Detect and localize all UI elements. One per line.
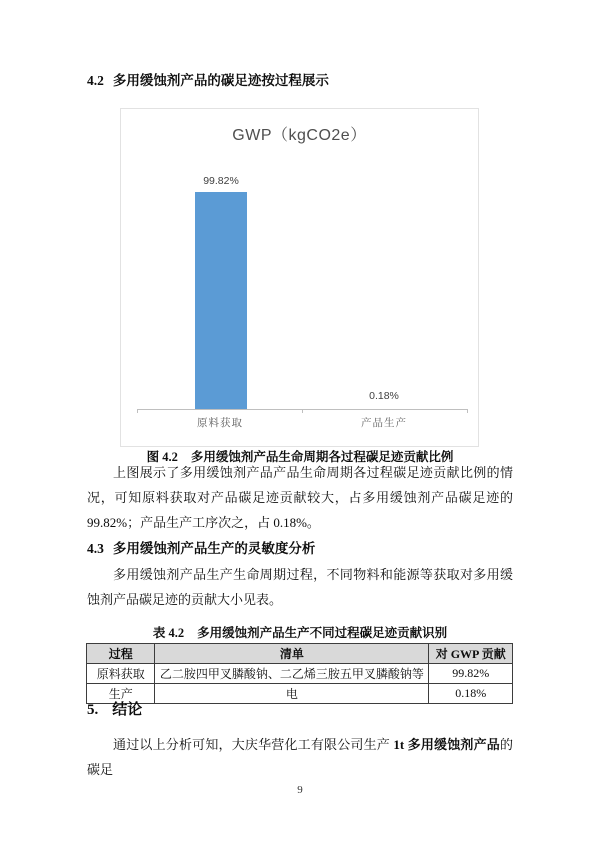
conclusion-text-bold: 1t 多用缓蚀剂产品 [393,737,500,752]
section-number: 5. [87,702,99,718]
chart-plot-area [137,192,467,409]
section-heading-4-3 [87,540,315,558]
chart-title: GWP（kgCO2e） [232,127,367,144]
header-contribution: 对 GWP 贡献 [429,644,513,664]
section-number: 4.2 [87,73,104,88]
axis-tick [137,409,138,413]
paragraph-sensitivity-intro: 多用缓蚀剂产品生产生命周期过程，不同物料和能源等获取对多用缓蚀剂产品碳足迹的贡献大小见表。 [87,567,513,607]
figure-caption-number: 图 4.2 [146,450,178,464]
bar-value-label-production: 0.18% [369,390,399,402]
table-caption [87,625,513,642]
cell-inventory: 电 [155,684,429,704]
conclusion-text-pre: 通过以上分析可知，大庆华营化工有限公司生产 [113,737,394,752]
axis-tick [467,409,468,413]
bar-raw-material [195,192,247,409]
page-number: 9 [297,784,303,796]
figure-caption-text: 多用缓蚀剂产品生命周期各过程碳足迹贡献比例 [190,450,454,464]
cell-process: 生产 [87,684,155,704]
section-title: 结论 [112,702,143,718]
header-inventory: 清单 [155,644,429,664]
cell-inventory: 乙二胺四甲叉膦酸钠、二乙烯三胺五甲叉膦酸钠等 [155,664,429,684]
category-label-raw-material: 原料获取 [197,417,243,429]
table-caption-text: 多用缓蚀剂产品生产不同过程碳足迹贡献识别 [197,626,448,640]
conclusion-text-post: 的碳足 [87,737,513,777]
paragraph-figure-discussion: 上图展示了多用缓蚀剂产品产品生命周期各过程碳足迹贡献比例的情况，可知原料获取对产品碳足迹贡献较大，占多用缓蚀剂产品碳足迹的 99.82%；产品生产工序次之，占 0.18%。 [87,465,513,530]
section-heading-5 [87,700,142,720]
section-title: 多用缓蚀剂产品的碳足迹按过程展示 [112,73,329,88]
section-number: 4.3 [87,541,104,556]
header-process: 过程 [87,644,155,664]
table-caption-number: 表 4.2 [152,626,185,640]
axis-tick [302,409,303,413]
table-header-row [87,644,513,664]
gwp-bar-chart [120,108,479,447]
category-label-production: 产品生产 [361,417,407,429]
table-row [87,664,513,684]
section-heading-4-2 [87,72,329,90]
cell-contribution: 0.18% [429,684,513,704]
bar-value-label-raw-material: 99.82% [203,175,239,187]
contribution-table [86,643,513,704]
section-title: 多用缓蚀剂产品生产的灵敏度分析 [112,541,316,556]
cell-contribution: 99.82% [429,664,513,684]
paragraph-conclusion [87,732,513,782]
table-row [87,684,513,704]
cell-process: 原料获取 [87,664,155,684]
